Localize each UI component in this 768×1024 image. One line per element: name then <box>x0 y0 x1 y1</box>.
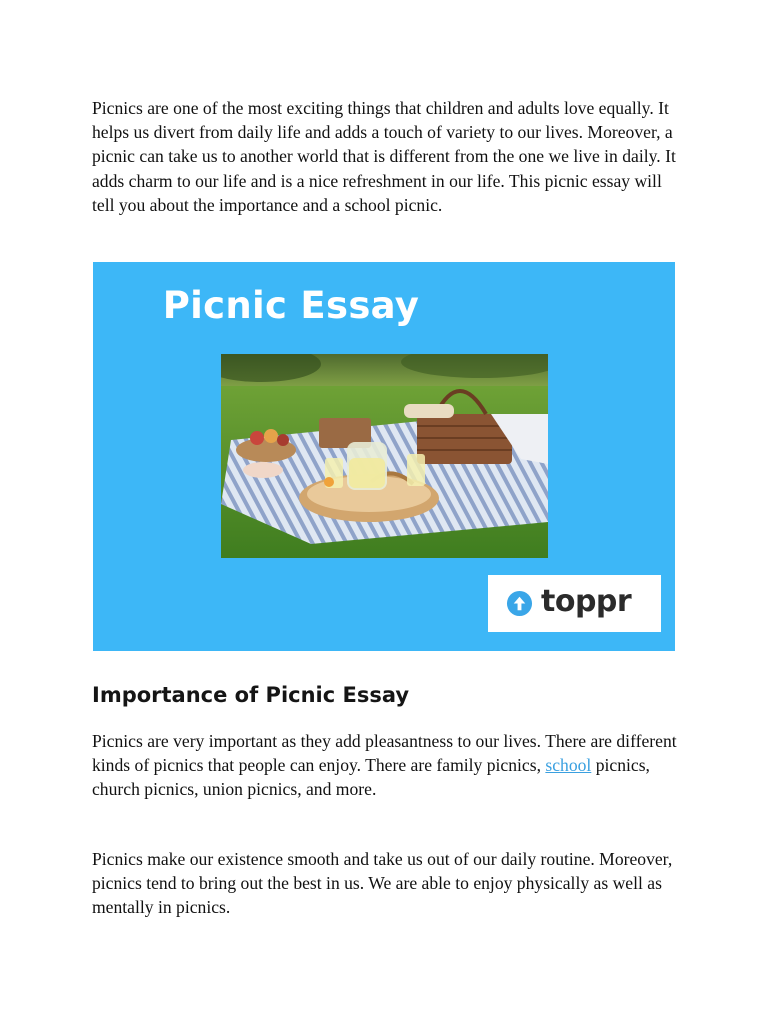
logo-text: toppr <box>541 584 632 619</box>
intro-paragraph: Picnics are one of the most exciting things that children and adults love equally. It helps us divert from daily life and adds a touch of variety to our lives. Moreover, a picnic can take us to another world that is different from the one we live in daily. It adds charm to our life and is a nice refreshment in our life. This picnic essay will tell you about the importance and a school picnic. <box>92 98 676 215</box>
section-heading: Importance of Picnic Essay <box>92 683 410 707</box>
importance-paragraph <box>92 729 682 802</box>
paragraph-text: Picnics are very important as they add pleasantness to our lives. There are different kinds of picnics that people can enjoy. There are family picnics, <box>92 731 677 776</box>
toppr-logo <box>488 575 661 632</box>
picnic-basket-photo <box>221 354 548 558</box>
school-link[interactable]: school <box>545 755 592 776</box>
paragraph-text: picnics, church picnics, union picnics, and more. <box>92 755 650 800</box>
existence-paragraph: Picnics make our existence smooth and take us out of our daily routine. Moreover, picnics tend to bring out the best in us. We are able to enjoy physically as well as mentally in picnics. <box>92 849 673 918</box>
upload-arrow-circle-icon <box>506 590 533 617</box>
banner-title: Picnic Essay <box>162 284 420 327</box>
